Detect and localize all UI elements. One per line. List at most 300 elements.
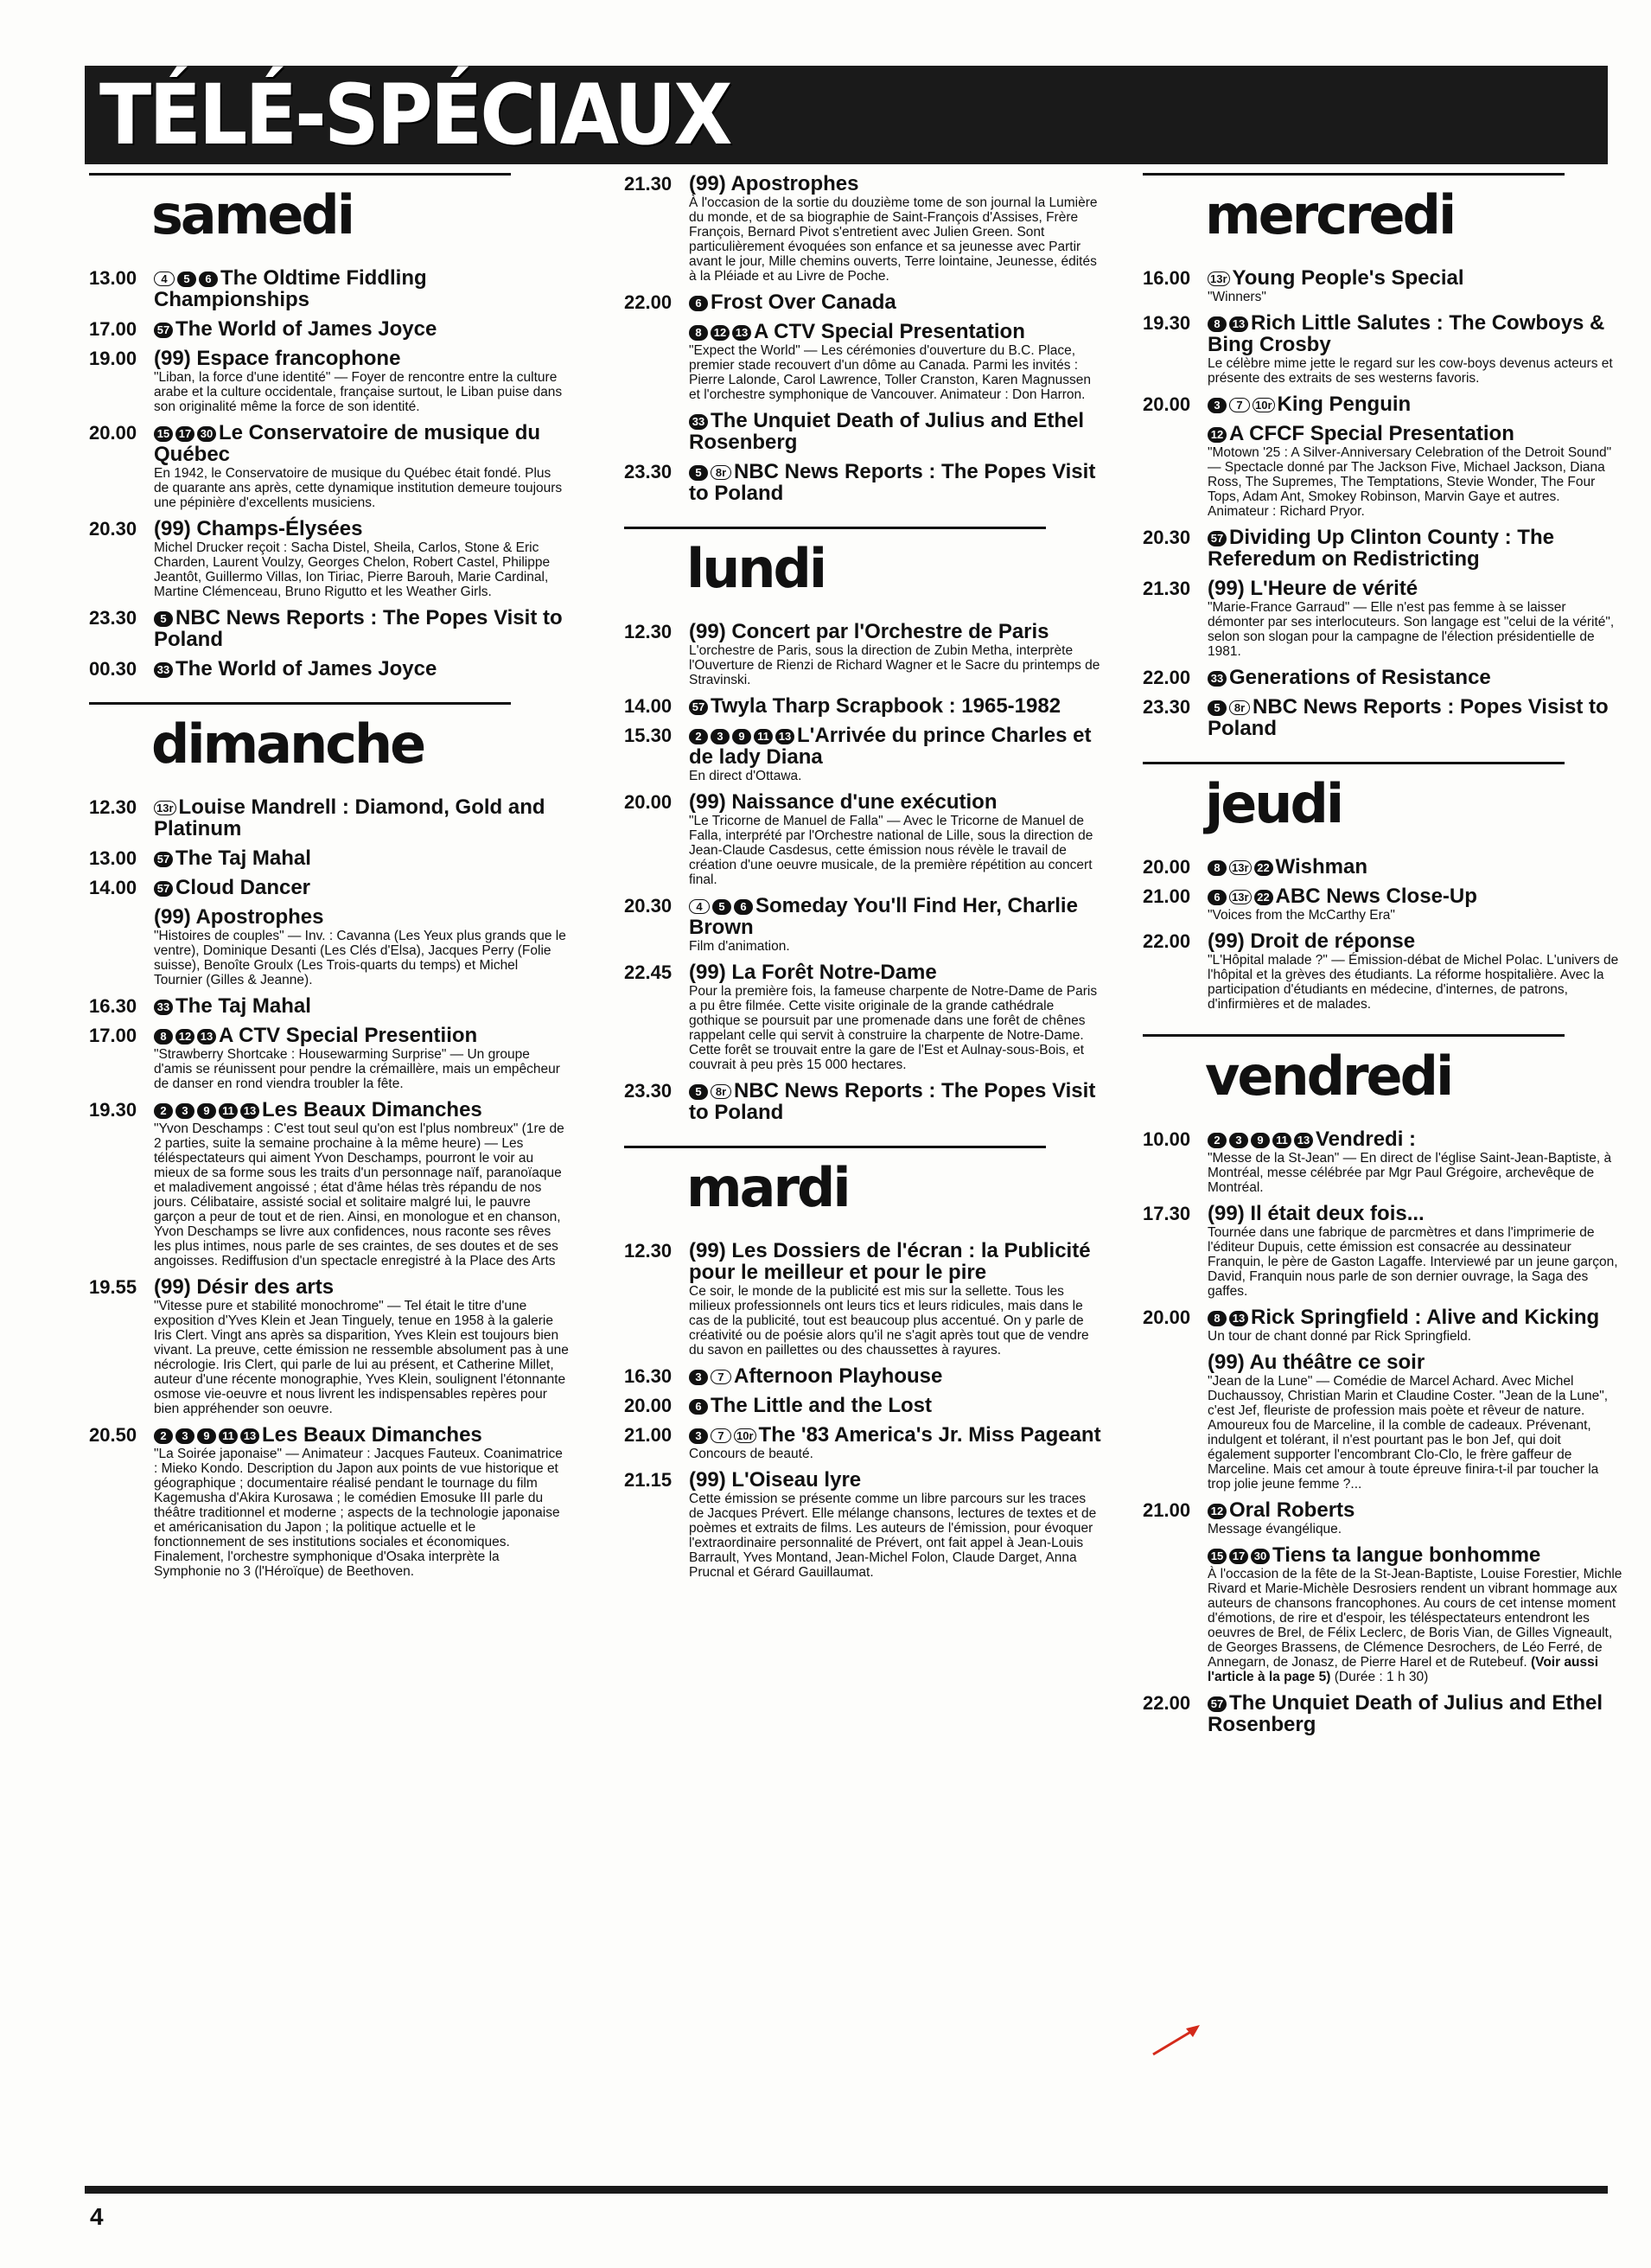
channel-badge: 15 (1208, 1549, 1227, 1564)
program-time (1143, 423, 1208, 519)
day-heading: vendredi (1205, 1045, 1452, 1108)
program-time: 23.30 (624, 461, 673, 482)
program-time (1143, 1351, 1208, 1492)
channel-badge: 57 (1208, 1696, 1227, 1712)
description-text: Michel Drucker reçoit : Sacha Distel, Sheila, Carlos, Stone & Eric Charden, Laurent Voulzy, Georges Chelon, Robert Castel, Philippe Jeantôt, Guillermo Villas, Ion Tiriac, Pierre Barouh, Marie Cardinal, Martine Clémenceau, Bruno Rigutto et les Weather Girls. (154, 540, 551, 599)
program-title: (99) Désir des arts (154, 1275, 335, 1299)
program-description (154, 1047, 569, 1091)
program-content (1208, 1499, 1622, 1536)
program-time: 17.30 (1143, 1203, 1191, 1224)
program-entry (1143, 267, 1622, 304)
channel-badge: 3 (175, 1428, 194, 1444)
channel-badge: 57 (1208, 531, 1227, 546)
program-title-line (154, 267, 569, 310)
section-rule (624, 527, 1046, 529)
program-title-line (154, 796, 569, 840)
program-title-line (1208, 696, 1622, 739)
program-time: 16.30 (624, 1365, 673, 1387)
section-rule (1143, 1034, 1565, 1037)
program-title: Vendredi : (1316, 1128, 1417, 1151)
program-time: 20.00 (1143, 393, 1191, 415)
program-entry (89, 1099, 569, 1268)
program-content (154, 318, 569, 340)
program-title: The '83 America's Jr. Miss Pageant (758, 1423, 1101, 1447)
program-time: 20.30 (624, 895, 673, 917)
description-text: Ce soir, le monde de la publicité est mis sur la sellette. Tous les milieux professionnels ont leurs tics et leurs ridicules, mais dans le cas de la publicité, tout est beaucoup plus accentué. On y parle de créativité ou de poésie alors qu'il ne s'agit après tout que de vendre du savon en paillettes ou des chaussettes à rayures. (689, 1284, 1089, 1358)
channel-badge: 11 (754, 729, 773, 744)
program-time: 14.00 (89, 877, 137, 898)
program-time: 21.00 (1143, 885, 1191, 907)
program-description (1208, 908, 1622, 923)
description-text: À l'occasion de la sortie du douzième tome de son journal la Lumière du monde, et de sa biographie de Saint-François d'Assises, Frère François, Bernard Pivot s'entretient avec Julien Green. Sont particulièrement évoquées son enfance et sa jeunesse avec Partir avant le jour, Mille chemins ouverts, Terre lointaine, Jeunesse, édités à la Pléiade et au Livre de Poche. (689, 195, 1098, 284)
program-title-line (154, 607, 569, 650)
program-description (154, 1447, 569, 1579)
description-text: "Messe de la St-Jean" — En direct de l'église Saint-Jean-Baptiste, à Montréal, messe célébrée par Mgr Paul Grégoire, archevêque de Montréal. (1208, 1151, 1612, 1195)
program-title: (99) Apostrophes (154, 905, 324, 929)
channel-badge: 57 (154, 852, 173, 867)
program-content (1208, 696, 1622, 739)
program-entry (89, 796, 569, 840)
program-entry (624, 1240, 1104, 1358)
program-content (154, 607, 569, 650)
description-text: À l'occasion de la fête de la St-Jean-Baptiste, Louise Forestier, Michle Rivard et Marie-Michèle Desrosiers rendent un vibrant hommage aux auteurs de chansons francophones. Au cours de cet intense moment d'émotions, de rire et d'espoir, les téléspectateurs entendront les oeuvres de Brel, de Félix Leclerc, de Boris Vian, de Gilles Vigneault, de Georges Brassens, de Clémence Desrochers, de Léo Ferré, de Annegarn, de Jonasz, de Pierre Harel et de Rutebeuf. (1208, 1567, 1622, 1670)
channel-badge: 30 (197, 426, 216, 442)
program-content (154, 422, 569, 510)
program-entry (624, 962, 1104, 1072)
program-entry (89, 607, 569, 650)
program-title-line (154, 1025, 569, 1046)
program-description (1208, 1522, 1622, 1536)
program-description (689, 939, 1104, 954)
program-time: 20.00 (1143, 856, 1191, 878)
program-description (689, 643, 1104, 687)
channel-badge: 5 (154, 611, 173, 627)
program-time (624, 321, 689, 402)
program-description (1208, 1225, 1622, 1299)
program-entry (1143, 1128, 1622, 1195)
description-text: Cette émission se présente comme un libre parcours sur les traces de Jacques Prévert. Elle mélange chansons, lectures de textes et de poèmes et extraits de films. Les auteurs de l'émission, pour évoquer l'extraordinaire personnalité de Prévert, ont fait appel à Jean-Louis Barrault, Yves Montand, Jean-Michel Folon, Claude Darget, Anna Prucnal et Gérard Gauillaumat. (689, 1492, 1097, 1580)
program-title-line (1208, 1306, 1622, 1328)
program-time: 10.00 (1143, 1128, 1191, 1150)
program-title-line (1208, 393, 1622, 415)
program-description (689, 814, 1104, 887)
channel-badge: 8 (154, 1029, 173, 1045)
program-title-line (154, 995, 569, 1017)
channel-badge: 6 (689, 1399, 708, 1415)
program-title: The World of James Joyce (175, 317, 437, 341)
program-content (154, 1424, 569, 1579)
program-title: Wishman (1275, 855, 1367, 878)
program-description (1208, 356, 1622, 386)
channel-badge: 22 (1254, 860, 1273, 876)
program-title-line (154, 658, 569, 680)
program-title: Afternoon Playhouse (734, 1364, 943, 1388)
program-title: (99) Droit de réponse (1208, 930, 1416, 953)
program-title: Cloud Dancer (175, 876, 311, 899)
channel-badge: 7 (711, 1370, 731, 1384)
program-time: 12.30 (89, 796, 137, 818)
channel-badge: 12 (175, 1029, 194, 1045)
program-title: Oral Roberts (1229, 1498, 1355, 1522)
channel-badge: 11 (1272, 1133, 1291, 1148)
channel-badge: 33 (1208, 671, 1227, 687)
program-time: 22.00 (1143, 1692, 1191, 1714)
channel-badge: 5 (689, 465, 708, 481)
day-heading: samedi (151, 183, 354, 246)
description-text: "Jean de la Lune" — Comédie de Marcel Achard. Avec Michel Duchaussoy, Christian Marin et Claudine Coster. "Jean de la Lune", c'est Jef, fleuriste de profession mais poète et rêveur de nature. Amoureux fou de Marceline, il la comble de cadeaux. Prévenant, indulgent et tolérant, il n'est pourtant pas le bon Jef, qui doit également supporter l'encombrant Clo-Clo, le frère gaffeur de Marceline. Mais cet amour à toute épreuve finira-t-il par toucher la trop jolie jeune femme ?... (1208, 1374, 1609, 1492)
channel-badge: 3 (1229, 1133, 1248, 1148)
program-title: Le Conservatoire de musique du Québec (154, 421, 541, 466)
description-text: Film d'animation. (689, 939, 790, 954)
program-title: Louise Mandrell : Diamond, Gold and Platinum (154, 795, 545, 840)
program-title: (99) La Forêt Notre-Dame (689, 961, 937, 984)
program-title-line (1208, 312, 1622, 355)
program-content (689, 1395, 1104, 1416)
channel-badge: 5 (177, 272, 196, 287)
program-title: The Unquiet Death of Julius and Ethel Rosenberg (689, 409, 1085, 454)
program-time: 22.00 (1143, 667, 1191, 688)
program-title: (99) Espace francophone (154, 347, 401, 370)
channel-badge: 13 (775, 729, 794, 744)
program-time: 22.00 (1143, 930, 1191, 952)
program-title-line (689, 621, 1104, 642)
day-heading: dimanche (151, 712, 424, 776)
channel-badge: 13r (154, 801, 176, 815)
channel-badge: 9 (197, 1103, 216, 1119)
channel-badge: 8 (1208, 860, 1227, 876)
channel-badge: 8r (711, 465, 731, 480)
program-title-line (154, 318, 569, 340)
program-title-line (154, 906, 569, 928)
program-content (689, 621, 1104, 687)
day-heading: mardi (686, 1156, 849, 1219)
channel-badge: 5 (712, 899, 731, 915)
program-entry (1143, 423, 1622, 519)
banner-title: TÉLÉ-SPÉCIAUX (99, 67, 730, 163)
program-title: A CTV Special Presentation (754, 320, 1025, 343)
program-description (689, 984, 1104, 1072)
program-title-line (689, 791, 1104, 813)
day-heading: jeudi (1205, 772, 1342, 835)
program-entry (624, 1080, 1104, 1123)
program-time: 20.00 (624, 791, 673, 813)
channel-badge: 6 (1208, 890, 1227, 905)
program-description (154, 370, 569, 414)
program-title: (99) Apostrophes (689, 172, 859, 195)
description-text: "Voices from the McCarthy Era" (1208, 908, 1395, 923)
program-content (154, 658, 569, 680)
program-content (154, 995, 569, 1017)
day-heading: mercredi (1205, 183, 1455, 246)
description-text: "Le Tricorne de Manuel de Falla" — Avec le Tricorne de Manuel de Falla, interprété par l'Orchestre national de Lille, sous la direction de Jean-Claude Casdesus, cette émission nous révèle le travail de création d'une oeuvre musicale, de la première répétition au concert final. (689, 814, 1093, 887)
program-title-line (1208, 885, 1622, 907)
description-text: Le célèbre mime jette le regard sur les cow-boys devenus acteurs et présente des extraits de ses westerns favoris. (1208, 356, 1613, 386)
program-title-line (154, 422, 569, 465)
program-description (1208, 1374, 1622, 1492)
program-entry (624, 291, 1104, 313)
program-title-line (689, 410, 1104, 453)
program-description (154, 1121, 569, 1268)
program-time: 17.00 (89, 318, 137, 340)
program-title-line (1208, 267, 1622, 289)
program-content (689, 695, 1104, 717)
program-title: L'Arrivée du prince Charles et de lady Diana (689, 724, 1092, 769)
program-title: (99) L'Heure de vérité (1208, 577, 1418, 600)
program-content (689, 895, 1104, 954)
program-title-line (689, 321, 1104, 342)
channel-badge: 33 (689, 414, 708, 430)
program-title-line (1208, 1128, 1622, 1150)
program-title-line (154, 877, 569, 898)
program-description (1208, 600, 1622, 659)
program-content (1208, 1128, 1622, 1195)
program-content (1208, 267, 1622, 304)
channel-badge: 8r (711, 1084, 731, 1099)
program-content (154, 1276, 569, 1416)
channel-badge: 6 (199, 272, 218, 287)
program-title: NBC News Reports : The Popes Visit to Poland (689, 1079, 1096, 1124)
program-description (689, 1447, 1104, 1461)
program-content (689, 1080, 1104, 1123)
channel-badge: 33 (154, 662, 173, 678)
description-text: Un tour de chant donné par Rick Springfield. (1208, 1329, 1472, 1344)
channel-badge: 4 (689, 899, 710, 914)
program-entry (89, 1025, 569, 1091)
description-text: "Vitesse pure et stabilité monochrome" — Tel était le titre d'une exposition d'Yves Klein et Jean Tinguely, tenue en 1958 à la galerie Iris Clert. Vingt ans après sa disparition, Yves Klein est toujours bien vivant. La preuve, cette émission ne ressemble absolument pas à une nécrologie. Iris Clert, qui parle de lui au présent, et Catherine Millet, auteur d'une récente monographie, Yves Klein, soulignent l'étonnante osmose vie-oeuvre et nous livrent les indispensables repères pour bien appréhender son oeuvre. (154, 1299, 569, 1416)
channel-badge: 3 (689, 1428, 708, 1444)
channel-badge: 13 (1229, 316, 1248, 332)
channel-badge: 13r (1229, 860, 1252, 875)
program-entry (624, 461, 1104, 504)
channel-badge: 13r (1229, 890, 1252, 904)
program-time: 15.30 (624, 725, 673, 746)
program-entry (89, 318, 569, 340)
program-time: 21.00 (624, 1424, 673, 1446)
channel-badge: 33 (154, 1000, 173, 1015)
program-entry (624, 1365, 1104, 1387)
column-3 (1143, 173, 1622, 1758)
channel-badge: 12 (1208, 427, 1227, 443)
day-section (1143, 762, 1622, 1012)
description-text: Tournée dans une fabrique de parcmètres et dans l'imprimerie de l'éditeur Dupuis, cette émission est consacrée au dessinateur Franquin, le père de Gaston Lagaffe. Interviewé par un jeune garçon, David, Franquin nous parle de son dernier ouvrage, la Saga des gaffes. (1208, 1225, 1618, 1299)
program-content (1208, 423, 1622, 519)
program-entry (89, 1276, 569, 1416)
program-title: Frost Over Canada (711, 291, 896, 314)
program-title-line (154, 348, 569, 369)
description-text: En direct d'Ottawa. (689, 769, 802, 783)
program-title-line (689, 1240, 1104, 1283)
channel-badge: 17 (1229, 1549, 1248, 1564)
program-content (689, 291, 1104, 313)
channel-badge: 6 (734, 899, 753, 915)
program-entry (89, 518, 569, 599)
program-title: The Unquiet Death of Julius and Ethel Rosenberg (1208, 1691, 1603, 1736)
description-text: "Strawberry Shortcake : Housewarming Surprise" — Un groupe d'amis se réunissent pour pendre la crémaillère, mais un empêcheur de danser en rond viendra troubler la fête. (154, 1047, 560, 1091)
channel-badge: 15 (154, 426, 173, 442)
day-section (1143, 1034, 1622, 1735)
channel-badge: 7 (711, 1428, 731, 1443)
program-entry (89, 422, 569, 510)
program-time: 19.30 (1143, 312, 1191, 334)
program-content (154, 348, 569, 414)
description-text: "Yvon Deschamps : C'est tout seul qu'on est l'plus nombreux" (1re de 2 parties, suite la semaine prochaine à la même heure) — Les téléspectateurs qui aiment Yvon Deschamps, pourront le voir au mieux de sa forme sous les traits d'un personnage naïf, paranoïaque et maladivement angoissé ; état d'âme hélas très répandu de nos jours. Célibataire, assisté social et solitaire malgré lui, le pauvre garçon a peur de tout et de rien. Ainsi, en monologue et en chanson, Yvon Deschamps se livre aux confidences, nous raconte ses rêves les plus intimes, nous parle de ses craintes, de ses doutes et de ses angoisses. Rediffusion d'un spectacle enregistré à la Place des Arts (154, 1121, 564, 1268)
program-title: Les Beaux Dimanches (262, 1098, 482, 1121)
program-time: 23.30 (624, 1080, 673, 1102)
program-entry (1143, 667, 1622, 688)
program-content (689, 1365, 1104, 1387)
program-entry (89, 267, 569, 310)
program-title-line (689, 725, 1104, 768)
program-description (154, 466, 569, 510)
program-entry (1143, 1351, 1622, 1492)
program-entry (1143, 1692, 1622, 1735)
program-title: Twyla Tharp Scrapbook : 1965-1982 (711, 694, 1061, 718)
program-content (1208, 578, 1622, 659)
program-entry (89, 906, 569, 987)
description-text: Message évangélique. (1208, 1522, 1342, 1536)
program-content (154, 518, 569, 599)
channel-badge: 13 (197, 1029, 216, 1045)
program-entry (1143, 1544, 1622, 1684)
program-title-line (1208, 423, 1622, 444)
channel-badge: 13r (1208, 272, 1230, 286)
description-text: "Histoires de couples" — Inv. : Cavanna (Les Yeux plus grands que le ventre), Dominique Desanti (Les Clés d'Elsa), Jacques Perry (Folie suisse), Benoîte Groulx (Les Trois-quarts du temps) et Michel Tournier (Gilles & Jeanne). (154, 929, 566, 987)
program-entry (624, 791, 1104, 887)
program-title-line (689, 291, 1104, 313)
program-entry (624, 621, 1104, 687)
description-text: En 1942, le Conservatoire de musique du Québec était fondé. Plus de quarante ans après, cette dynamique institution demeure toujours une pépinière d'excellents musiciens. (154, 466, 563, 510)
channel-badge: 8 (1208, 1311, 1227, 1326)
program-content (1208, 667, 1622, 688)
channel-badge: 5 (689, 1084, 708, 1100)
program-title: (99) Concert par l'Orchestre de Paris (689, 620, 1049, 643)
description-text: Concours de beauté. (689, 1447, 813, 1461)
article-reference: (Voir aussi l'article à la page 5) (1208, 1655, 1599, 1684)
program-title: Les Beaux Dimanches (262, 1423, 482, 1447)
channel-badge: 9 (197, 1428, 216, 1444)
day-section (624, 173, 1104, 504)
description-text: "La Soirée japonaise" — Animateur : Jacques Fauteux. Coanimatrice : Mieko Kondo. Description du Japon aux points de vue historique et géographique ; documentaire réalisé pendant le tournage du film Kagemusha d'Akira Kurosawa ; le comédien Emosuke III parle du théâtre traditionnel et moderne ; aspects de la technologie japonaise et américanisation du Japon ; la politique actuelle et le fonctionnement de ses institutions sociales et économiques. Finalement, l'orchestre symphonique d'Osaka interprète la Symphonie no 3 (l'Héroïque) de Beethoven. (154, 1447, 563, 1579)
program-title-line (689, 173, 1104, 195)
channel-badge: 3 (1208, 398, 1227, 413)
program-title: NBC News Reports : Popes Visist to Poland (1208, 695, 1609, 740)
description-text: "L'Hôpital malade ?" — Émission-débat de Michel Polac. L'univers de l'hôpital et la grèves des étudiants. La réforme hospitalière. Avec la participation d'étudiants en médecine, d'internes, de patrons, d'infirmières et de malades. (1208, 953, 1619, 1012)
channel-badge: 2 (154, 1103, 173, 1119)
program-title-line (689, 962, 1104, 983)
description-text: "Winners" (1208, 290, 1266, 304)
channel-badge: 57 (154, 881, 173, 897)
program-title: ABC News Close-Up (1275, 885, 1477, 908)
program-title-line (1208, 930, 1622, 952)
program-description (154, 929, 569, 987)
program-title-line (689, 895, 1104, 938)
day-section (1143, 173, 1622, 739)
program-time: 20.30 (1143, 527, 1191, 548)
program-description (689, 195, 1104, 284)
day-section (89, 173, 569, 680)
program-content (154, 906, 569, 987)
channel-badge: 13 (240, 1428, 259, 1444)
channel-badge: 3 (689, 1370, 708, 1385)
program-content (1208, 856, 1622, 878)
program-entry (89, 348, 569, 414)
program-title: A CFCF Special Presentation (1229, 422, 1514, 445)
day-heading: lundi (686, 537, 826, 600)
channel-badge: 8 (689, 325, 708, 341)
program-time: 13.00 (89, 847, 137, 869)
description-text: "Motown '25 : A Silver-Anniversary Celebration of the Detroit Sound" — Spectacle donné par The Jackson Five, Michael Jackson, Diana Ross, The Supremes, The Temptations, Stevie Wonder, The Four Tops, Adam Ant, Smokey Robinson, Marvin Gaye et autres. Animateur : Richard Pryor. (1208, 445, 1612, 519)
program-time: 19.55 (89, 1276, 137, 1298)
program-time (624, 410, 689, 453)
program-content (1208, 1306, 1622, 1344)
program-title-line (1208, 578, 1622, 599)
program-title: Dividing Up Clinton County : The Referedum on Redistricting (1208, 526, 1554, 571)
program-time: 19.30 (89, 1099, 137, 1121)
program-entry (1143, 527, 1622, 570)
channel-badge: 10r (1253, 398, 1275, 412)
channel-badge: 13 (1294, 1133, 1313, 1148)
program-time (1143, 1544, 1208, 1684)
program-content (1208, 1544, 1622, 1684)
duration-text: (Durée : 1 h 30) (1334, 1670, 1429, 1684)
program-entry (624, 173, 1104, 284)
program-time: 17.00 (89, 1025, 137, 1046)
channel-badge: 9 (1251, 1133, 1270, 1148)
page-number: 4 (90, 2203, 104, 2230)
program-title-line (1208, 1692, 1622, 1735)
program-time: 20.30 (89, 518, 137, 540)
program-entry (89, 877, 569, 898)
program-title: (99) Naissance d'une exécution (689, 790, 998, 814)
program-content (689, 1424, 1104, 1461)
program-content (689, 461, 1104, 504)
program-time: 19.00 (89, 348, 137, 369)
program-title: (99) Champs-Élysées (154, 517, 363, 540)
program-entry (1143, 930, 1622, 1012)
day-section (624, 1146, 1104, 1580)
program-title: (99) L'Oiseau lyre (689, 1468, 862, 1492)
channel-badge: 13 (240, 1103, 259, 1119)
program-title-line (689, 1424, 1104, 1446)
program-time: 13.00 (89, 267, 137, 289)
program-description (1208, 953, 1622, 1012)
channel-badge: 6 (689, 296, 708, 311)
program-entry (624, 321, 1104, 402)
program-content (154, 796, 569, 840)
program-title: Rich Little Salutes : The Cowboys & Bing Crosby (1208, 311, 1605, 356)
program-title: The Taj Mahal (175, 847, 311, 870)
program-entry (624, 725, 1104, 783)
program-title-line (154, 1099, 569, 1121)
program-entry (624, 410, 1104, 453)
program-title: A CTV Special Presentiion (219, 1024, 478, 1047)
program-entry (89, 995, 569, 1017)
program-content (689, 725, 1104, 783)
program-content (689, 173, 1104, 284)
channel-badge: 3 (711, 729, 730, 744)
program-content (1208, 393, 1622, 415)
channel-badge: 9 (732, 729, 751, 744)
program-time: 16.30 (89, 995, 137, 1017)
program-entry (624, 1395, 1104, 1416)
program-time: 14.00 (624, 695, 673, 717)
program-time: 21.30 (1143, 578, 1191, 599)
program-title: (99) Il était deux fois... (1208, 1202, 1425, 1225)
channel-badge: 5 (1208, 700, 1227, 716)
channel-badge: 17 (175, 426, 194, 442)
day-section (624, 527, 1104, 1123)
program-description (154, 540, 569, 599)
